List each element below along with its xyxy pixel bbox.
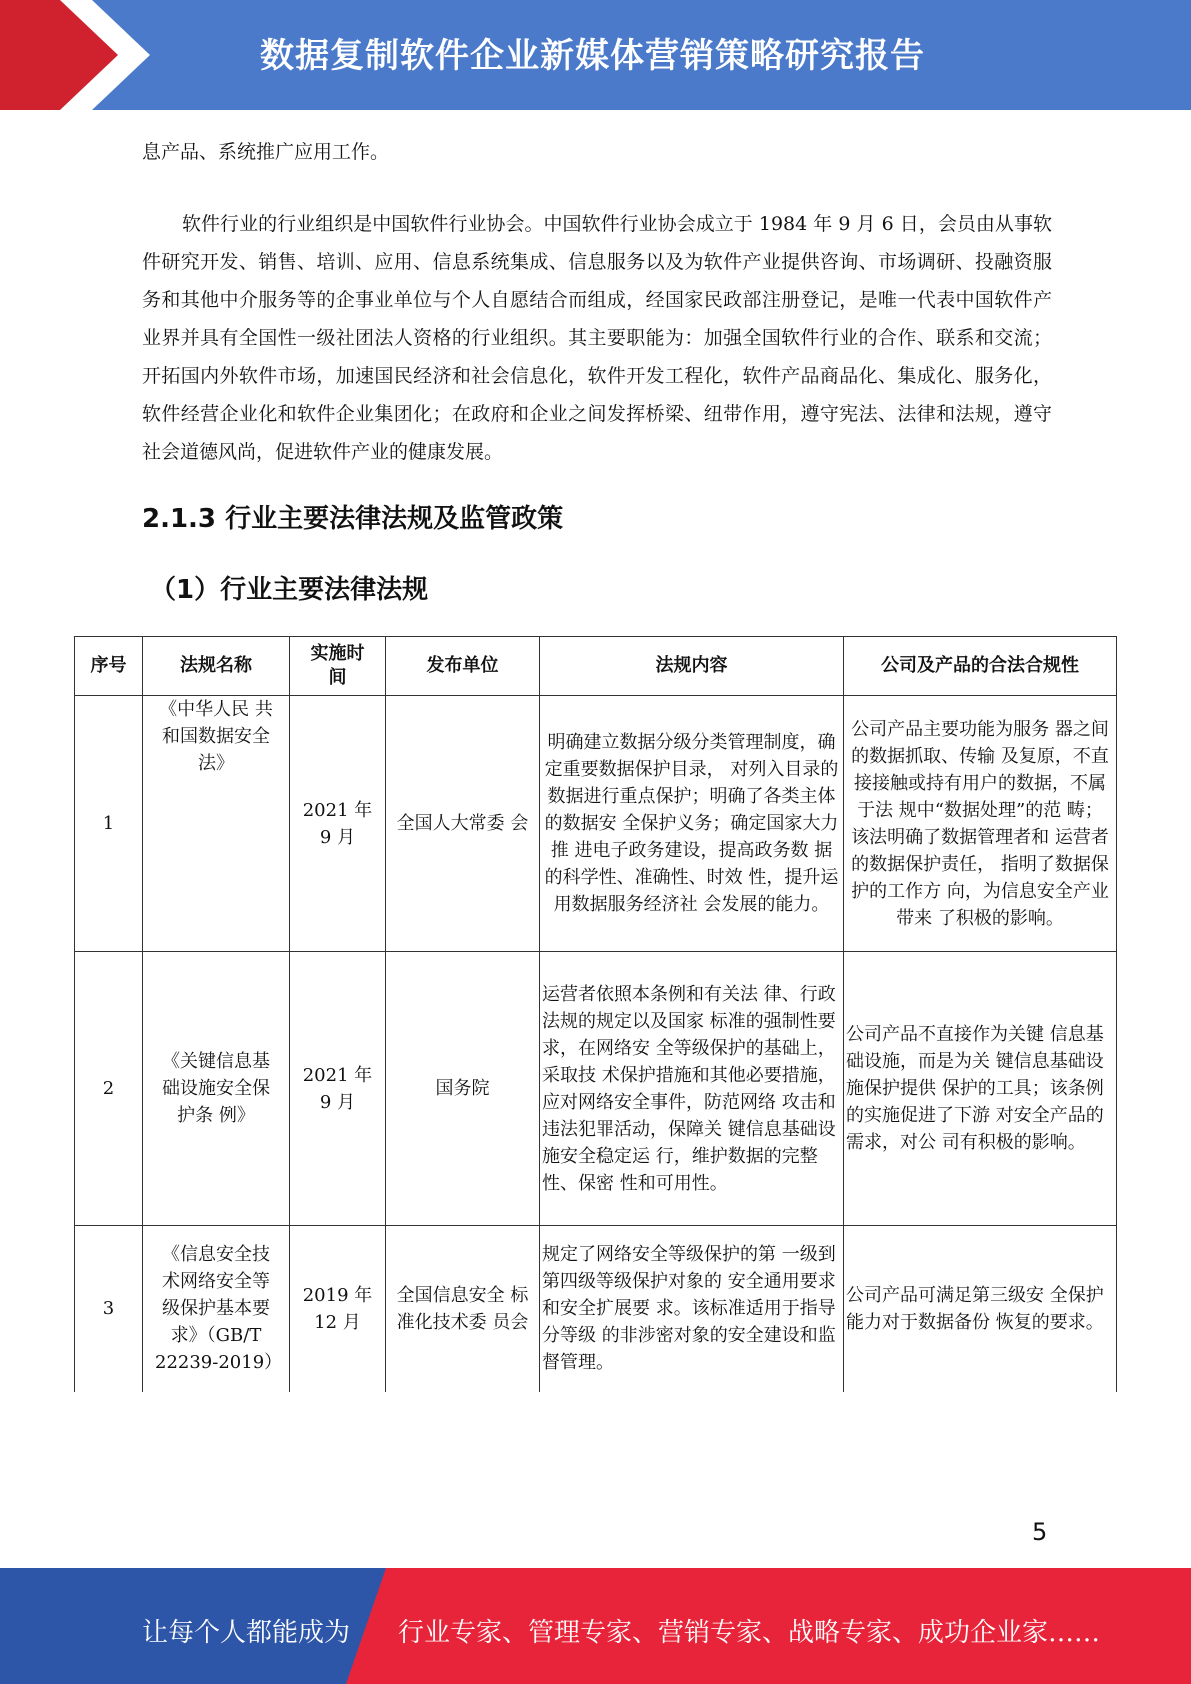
col-header-no: 序号 xyxy=(75,637,143,696)
col-header-date: 实施时间 xyxy=(290,637,386,696)
page-number: 5 xyxy=(1032,1518,1048,1546)
page-footer xyxy=(0,1568,1191,1684)
cell-issuer: 全国信息安全 标准化技术委 员会 xyxy=(386,1226,540,1392)
cell-content: 运营者依照本条例和有关法 律、行政法规的规定以及国家 标准的强制性要求，在网络安 全等级保护的基础上，采取技 术保护措施和其他必要措施， 应对网络安全事件，防范网络 攻击和违法犯罪活动，保障关 键信息基础设施安全稳定运 行，维护数据的完整性、保密 性和可用性。 xyxy=(540,952,844,1226)
col-header-issuer: 发布单位 xyxy=(386,637,540,696)
paragraph-industry-association: 软件行业的行业组织是中国软件行业协会。中国软件行业协会成立于 1984 年 9 月 6 日，会员由从事软件研究开发、销售、培训、应用、信息系统集成、信息服务以及为软件产业提供咨询、市场调研、投融资服务和其他中介服务等的企事业单位与个人自愿结合而组成，经国家民政部注册登记，是唯一代表中国软件产业界并具有全国性一级社团法人资格的行业组织。其主要职能为：加强全国软件行业的合作、联系和交流；开拓国内外软件市场，加速国民经济和社会信息化，软件开发工程化，软件产品商品化、集成化、服务化，软件经营企业化和软件企业集团化；在政府和企业之间发挥桥梁、纽带作用，遵守宪法、法律和法规，遵守社会道德风尚，促进软件产业的健康发展。 xyxy=(142,213,1052,463)
cell-no: 2 xyxy=(75,952,143,1226)
cell-issuer: 全国人大常委 会 xyxy=(386,696,540,952)
table-row xyxy=(75,1226,1117,1392)
section-heading: 2.1.3 行业主要法律法规及监管政策 xyxy=(142,504,564,534)
cell-date: 2021 年 9 月 xyxy=(290,696,386,952)
cell-name: 《中华人民 共和国数据安全法》 xyxy=(143,696,290,952)
cell-issuer: 国务院 xyxy=(386,952,540,1226)
cell-compliance: 公司产品可满足第三级安 全保护能力对于数据备份 恢复的要求。 xyxy=(844,1226,1117,1392)
footer-slogan-right: 行业专家、管理专家、营销专家、战略专家、成功企业家…… xyxy=(398,1618,1101,1648)
col-header-content: 法规内容 xyxy=(540,637,844,696)
cell-date: 2019 年 12 月 xyxy=(290,1226,386,1392)
report-title: 数据复制软件企业新媒体营销策略研究报告 xyxy=(260,36,925,76)
table-header-row xyxy=(75,637,1117,696)
cell-content: 规定了网络安全等级保护的第 一级到第四级等级保护对象的 安全通用要求和安全扩展要 求。该标准适用于指导分等级 的非涉密对象的安全建设和监 督管理。 xyxy=(540,1226,844,1392)
cell-compliance: 公司产品不直接作为关键 信息基础设施，而是为关 键信息基础设施保护提供 保护的工具；该条例的实施促进了下游 对安全产品的需求，对公 司有积极的影响。 xyxy=(844,952,1117,1226)
laws-table xyxy=(74,636,1117,1392)
cell-name: 《关键信息基础设施安全保护条 例》 xyxy=(143,952,290,1226)
footer-slogan-left: 让每个人都能成为 xyxy=(142,1618,351,1648)
cell-content: 明确建立数据分级分类管理制度，确定重要数据保护目录， 对列入目录的数据进行重点保护；明确了各类主体的数据安 全保护义务；确定国家大力推 进电子政务建设，提高政务数 据的科学性、准确性、时效 性，提升运用数据服务经济社 会发展的能力。 xyxy=(540,696,844,952)
col-header-name: 法规名称 xyxy=(143,637,290,696)
cell-compliance: 公司产品主要功能为服务 器之间的数据抓取、传输 及复原，不直接接触或持有用户的数据，不属于法 规中“数据处理”的范 畴； 该法明确了数据管理者和 运营者的数据保护责任， 指明了数据保护的工作方 向，为信息安全产业带来 了积极的影响。 xyxy=(844,696,1117,952)
cell-no: 1 xyxy=(75,696,143,952)
table-row xyxy=(75,696,1117,952)
cell-date: 2021 年 9 月 xyxy=(290,952,386,1226)
page-header xyxy=(0,0,1191,110)
cell-no: 3 xyxy=(75,1226,143,1392)
subsection-heading: （1）行业主要法律法规 xyxy=(150,575,429,605)
cell-name: 《信息安全技术网络安全等级保护基本要求》（GB/T 22239-2019） xyxy=(143,1226,290,1392)
table-row xyxy=(75,952,1117,1226)
col-header-compliance: 公司及产品的合法合规性 xyxy=(844,637,1117,696)
paragraph-continuation: 息产品、系统推广应用工作。 xyxy=(142,141,390,163)
